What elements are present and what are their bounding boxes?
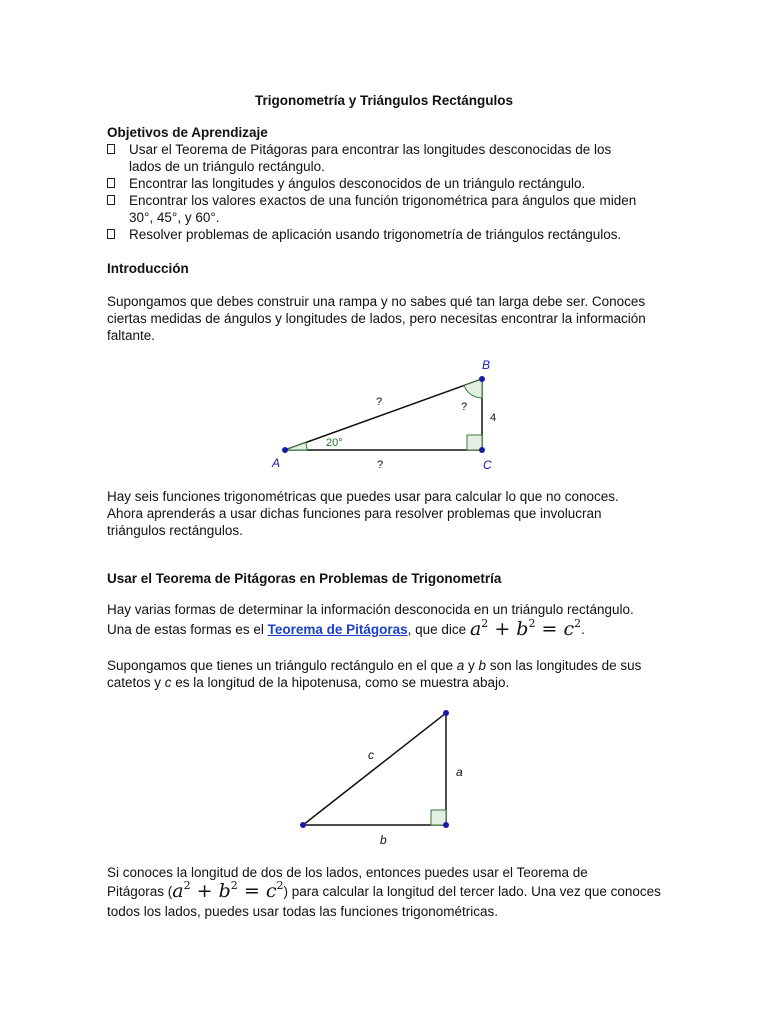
intro-after-paragraph bbox=[107, 488, 667, 539]
pythagoras-paragraph-3: Si conoces la longitud de dos de los lados, entonces puedes usar el Teorema de bbox=[107, 865, 588, 880]
pythagoras-heading: Usar el Teorema de Pitágoras en Problemas de Trigonometría bbox=[107, 571, 502, 586]
paragraph-line: Hay varias formas de determinar la información desconocida en un triángulo rectángulo. bbox=[107, 602, 634, 617]
pythagoras-paragraph-2: Supongamos que tienes un triángulo rectángulo en el que a y b son las longitudes de sus catetos y c es la longitud de la hipotenusa, como se muestra abajo. bbox=[107, 658, 642, 690]
vertex-c-label: C bbox=[483, 458, 492, 472]
hypotenuse-label: ? bbox=[376, 396, 383, 408]
paragraph-text: , que dice bbox=[407, 622, 470, 637]
objective-item bbox=[107, 175, 667, 192]
vertex-b-point bbox=[479, 376, 485, 382]
bullet-box-icon bbox=[107, 144, 115, 154]
bullet-box-icon bbox=[107, 178, 115, 188]
vertex-c-point bbox=[479, 447, 485, 453]
vertex-b-label: B bbox=[482, 358, 491, 372]
pythagoras-formula-inline: $a^2 + b^2 = c^2$ bbox=[172, 879, 284, 902]
page-title: Trigonometría y Triángulos Rectángulos bbox=[254, 93, 514, 108]
angle-b-label: ? bbox=[461, 401, 468, 413]
intro-line: Supongamos que debes construir una rampa y no sabes qué tan larga debe ser. Conoces bbox=[107, 294, 646, 309]
vertex-a-label: A bbox=[272, 456, 281, 470]
vertex-a-point bbox=[282, 447, 288, 453]
right-angle-marker bbox=[431, 810, 446, 825]
pythagoras-paragraph-1-line-2 bbox=[107, 618, 667, 641]
intro-after-line: Ahora aprenderás a usar dichas funciones para resolver problemas que involucran bbox=[107, 506, 602, 521]
angle-a-marker bbox=[285, 443, 307, 451]
objective-text: Resolver problemas de aplicación usando trigonometría de triángulos rectángulos. bbox=[129, 227, 622, 242]
objective-item bbox=[107, 192, 667, 226]
triangle-outline bbox=[285, 379, 482, 450]
side-b-label: b bbox=[380, 833, 387, 847]
pythagoras-paragraph-1 bbox=[107, 601, 667, 618]
objective-text: Encontrar los valores exactos de una función trigonométrica para ángulos que miden bbox=[129, 193, 637, 208]
ramp-triangle-figure bbox=[260, 350, 520, 480]
angle-a-label: 20° bbox=[326, 437, 343, 449]
vertex-point bbox=[443, 822, 449, 828]
triangle-outline bbox=[303, 713, 446, 825]
bullet-box-icon bbox=[107, 229, 115, 239]
objective-text-continued: lados de un triángulo rectángulo. bbox=[129, 159, 325, 174]
vertex-point bbox=[443, 710, 449, 716]
base-label: ? bbox=[377, 459, 384, 471]
objective-text: Encontrar las longitudes y ángulos desconocidos de un triángulo rectángulo. bbox=[129, 176, 586, 191]
intro-paragraph bbox=[107, 293, 667, 344]
pythagoras-paragraph-3-line-3: todos los lados, puedes usar todas las funciones trigonométricas. bbox=[107, 904, 498, 919]
bullet-box-icon bbox=[107, 195, 115, 205]
side-c-label: c bbox=[368, 748, 374, 762]
paragraph-text: Una de estas formas es el bbox=[107, 622, 268, 637]
objectives-heading: Objetivos de Aprendizaje bbox=[107, 125, 268, 140]
intro-after-line: triángulos rectángulos. bbox=[107, 523, 243, 538]
intro-line: faltante. bbox=[107, 328, 156, 343]
pythagoras-theorem-link[interactable]: Teorema de Pitágoras bbox=[267, 622, 408, 637]
intro-line: ciertas medidas de ángulos y longitudes de lados, pero necesitas encontrar la información bbox=[107, 311, 646, 326]
vertex-point bbox=[300, 822, 306, 828]
intro-heading: Introducción bbox=[107, 261, 189, 276]
side-a-label: a bbox=[456, 765, 463, 779]
pythagoras-formula: $a^2 + b^2 = c^2$ bbox=[469, 617, 582, 640]
intro-after-line: Hay seis funciones trigonométricas que puedes usar para calcular lo que no conoces. bbox=[107, 489, 619, 504]
abc-triangle-figure bbox=[290, 700, 470, 855]
objective-item bbox=[107, 226, 667, 243]
height-label: 4 bbox=[490, 412, 497, 424]
angle-b-marker bbox=[464, 379, 482, 398]
pythagoras-paragraph-3-line-2: Pitágoras $(a^2 + b^2 = c^2)$ para calcular la longitud del tercer lado. Una vez que conoces bbox=[107, 879, 661, 902]
objectives-section bbox=[107, 124, 667, 243]
right-angle-marker bbox=[467, 435, 482, 450]
objective-text-continued: 30°, 45°, y 60°. bbox=[129, 210, 220, 225]
objective-item bbox=[107, 141, 667, 175]
paragraph-text: . bbox=[581, 622, 585, 637]
objective-text: Usar el Teorema de Pitágoras para encontrar las longitudes desconocidas de los bbox=[129, 142, 612, 157]
